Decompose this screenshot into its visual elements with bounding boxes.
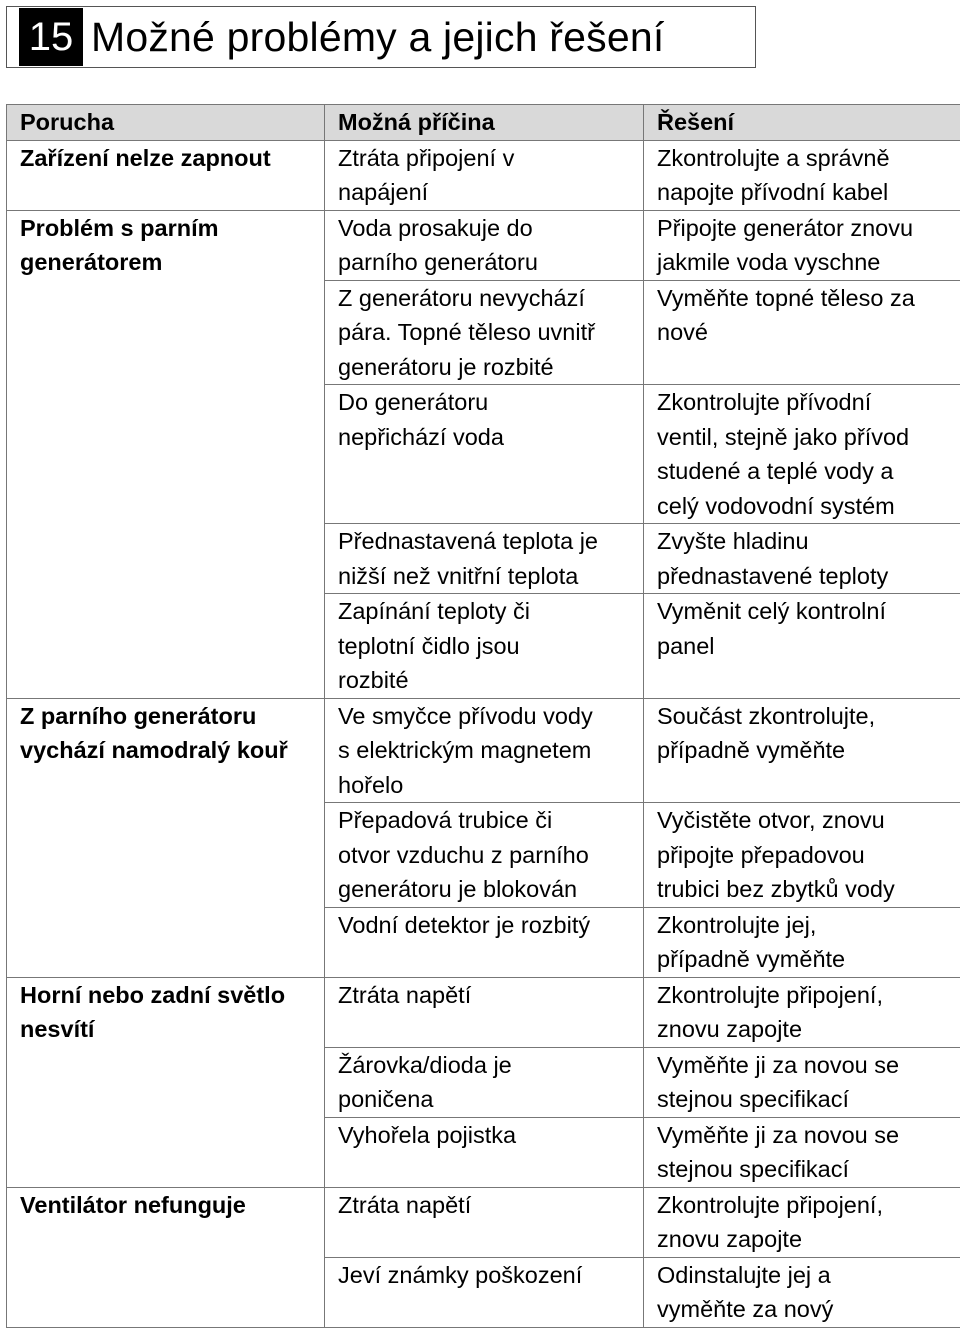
- section-title: Možné problémy a jejich řešení: [91, 14, 664, 61]
- cause-cell: Ztráta napětí: [325, 1187, 644, 1257]
- cause-cell: Do generátoru nepřichází voda: [325, 385, 644, 524]
- solution-cell: Součást zkontrolujte, případně vyměňte: [644, 698, 960, 803]
- table-row: [7, 977, 960, 1047]
- cause-cell: Žárovka/dioda je poničena: [325, 1047, 644, 1117]
- cause-cell: Vyhořela pojistka: [325, 1117, 644, 1187]
- table-row: [7, 1187, 960, 1257]
- solution-cell: Zkontrolujte připojení, znovu zapojte: [644, 1187, 960, 1257]
- solution-cell: Zvyšte hladinu přednastavené teploty: [644, 524, 960, 594]
- fault-cell: Z parního generátoru vychází namodralý kouř: [7, 698, 325, 977]
- cause-cell: Zapínání teploty či teplotní čidlo jsou rozbité: [325, 594, 644, 699]
- solution-cell: Odinstalujte jej a vyměňte za nový: [644, 1257, 960, 1327]
- section-number: 15: [19, 8, 83, 66]
- solution-cell: Zkontrolujte a správně napojte přívodní kabel: [644, 140, 960, 210]
- solution-cell: Vyměňte ji za novou se stejnou specifikací: [644, 1047, 960, 1117]
- solution-cell: Vyměňte topné těleso za nové: [644, 280, 960, 385]
- solution-cell: Vyměňte ji za novou se stejnou specifikací: [644, 1117, 960, 1187]
- solution-cell: Zkontrolujte připojení, znovu zapojte: [644, 977, 960, 1047]
- cause-cell: Přednastavená teplota je nižší než vnitřní teplota: [325, 524, 644, 594]
- cause-cell: Ve smyčce přívodu vody s elektrickým magnetem hořelo: [325, 698, 644, 803]
- fault-cell: Horní nebo zadní světlo nesvítí: [7, 977, 325, 1187]
- cause-cell: Vodní detektor je rozbitý: [325, 907, 644, 977]
- solution-cell: Zkontrolujte přívodní ventil, stejně jako přívod studené a teplé vody a celý vodovodní systém: [644, 385, 960, 524]
- cause-cell: Voda prosakuje do parního generátoru: [325, 210, 644, 280]
- header-fault: Porucha: [7, 105, 325, 141]
- fault-cell: Ventilátor nefunguje: [7, 1187, 325, 1327]
- troubleshooting-table: [6, 104, 960, 1328]
- table-row: [7, 140, 960, 210]
- header-solution: Řešení: [644, 105, 960, 141]
- solution-cell: Vyčistěte otvor, znovu připojte přepadovou trubici bez zbytků vody: [644, 803, 960, 908]
- table-header-row: [7, 105, 960, 141]
- cause-cell: Ztráta napětí: [325, 977, 644, 1047]
- cause-cell: Z generátoru nevychází pára. Topné těleso uvnitř generátoru je rozbité: [325, 280, 644, 385]
- fault-cell: Zařízení nelze zapnout: [7, 140, 325, 210]
- cause-cell: Ztráta připojení v napájení: [325, 140, 644, 210]
- solution-cell: Zkontrolujte jej, případně vyměňte: [644, 907, 960, 977]
- header-cause: Možná příčina: [325, 105, 644, 141]
- cause-cell: Jeví známky poškození: [325, 1257, 644, 1327]
- solution-cell: Vyměnit celý kontrolní panel: [644, 594, 960, 699]
- solution-cell: Připojte generátor znovu jakmile voda vyschne: [644, 210, 960, 280]
- table-row: [7, 210, 960, 280]
- cause-cell: Přepadová trubice či otvor vzduchu z parního generátoru je blokován: [325, 803, 644, 908]
- fault-cell: Problém s parním generátorem: [7, 210, 325, 698]
- section-heading: [6, 6, 756, 68]
- table-row: [7, 698, 960, 803]
